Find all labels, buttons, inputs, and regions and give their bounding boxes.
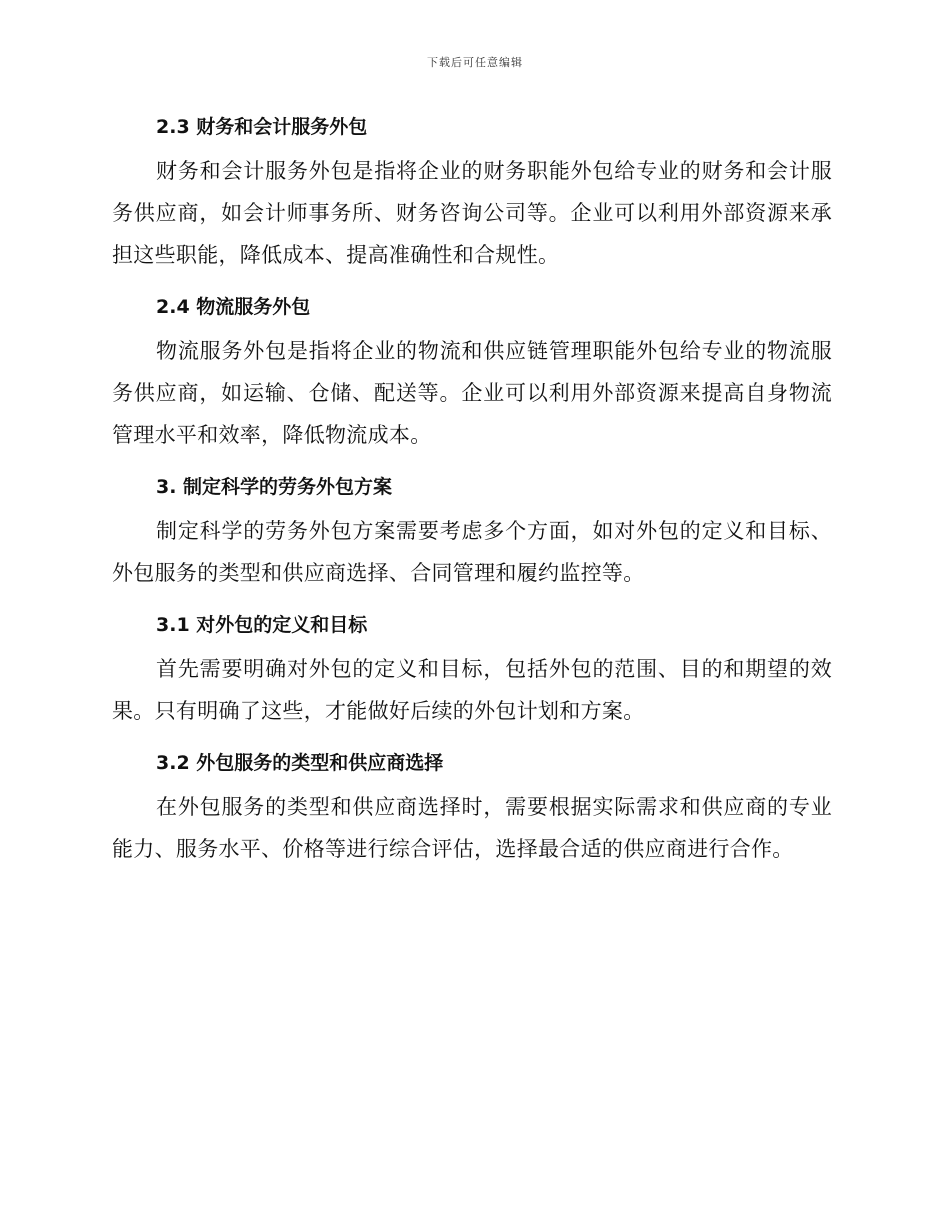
document-body (112, 108, 832, 882)
section-paragraph: 在外包服务的类型和供应商选择时，需要根据实际需求和供应商的专业能力、服务水平、价格等进行综合评估，选择最合适的供应商进行合作。 (112, 795, 832, 861)
section-heading: 2.4 物流服务外包 (156, 296, 311, 318)
section-2-3 (112, 108, 832, 276)
section-heading: 3.1 对外包的定义和目标 (156, 614, 368, 636)
page-header: 下载后可任意编辑 (427, 56, 523, 69)
section-3-1 (112, 606, 832, 732)
section-3-2 (112, 744, 832, 870)
section-3 (112, 468, 832, 594)
section-paragraph: 制定科学的劳务外包方案需要考虑多个方面，如对外包的定义和目标、外包服务的类型和供应商选择、合同管理和履约监控等。 (112, 519, 832, 585)
section-heading: 3. 制定科学的劳务外包方案 (156, 476, 393, 498)
section-heading: 3.2 外包服务的类型和供应商选择 (156, 752, 444, 774)
section-heading: 2.3 财务和会计服务外包 (156, 116, 368, 138)
section-paragraph: 物流服务外包是指将企业的物流和供应链管理职能外包给专业的物流服务供应商，如运输、仓储、配送等。企业可以利用外部资源来提高自身物流管理水平和效率，降低物流成本。 (112, 339, 832, 447)
section-paragraph: 财务和会计服务外包是指将企业的财务职能外包给专业的财务和会计服务供应商，如会计师事务所、财务咨询公司等。企业可以利用外部资源来承担这些职能，降低成本、提高准确性和合规性。 (112, 159, 832, 267)
section-2-4 (112, 288, 832, 456)
section-paragraph: 首先需要明确对外包的定义和目标，包括外包的范围、目的和期望的效果。只有明确了这些，才能做好后续的外包计划和方案。 (112, 657, 832, 723)
